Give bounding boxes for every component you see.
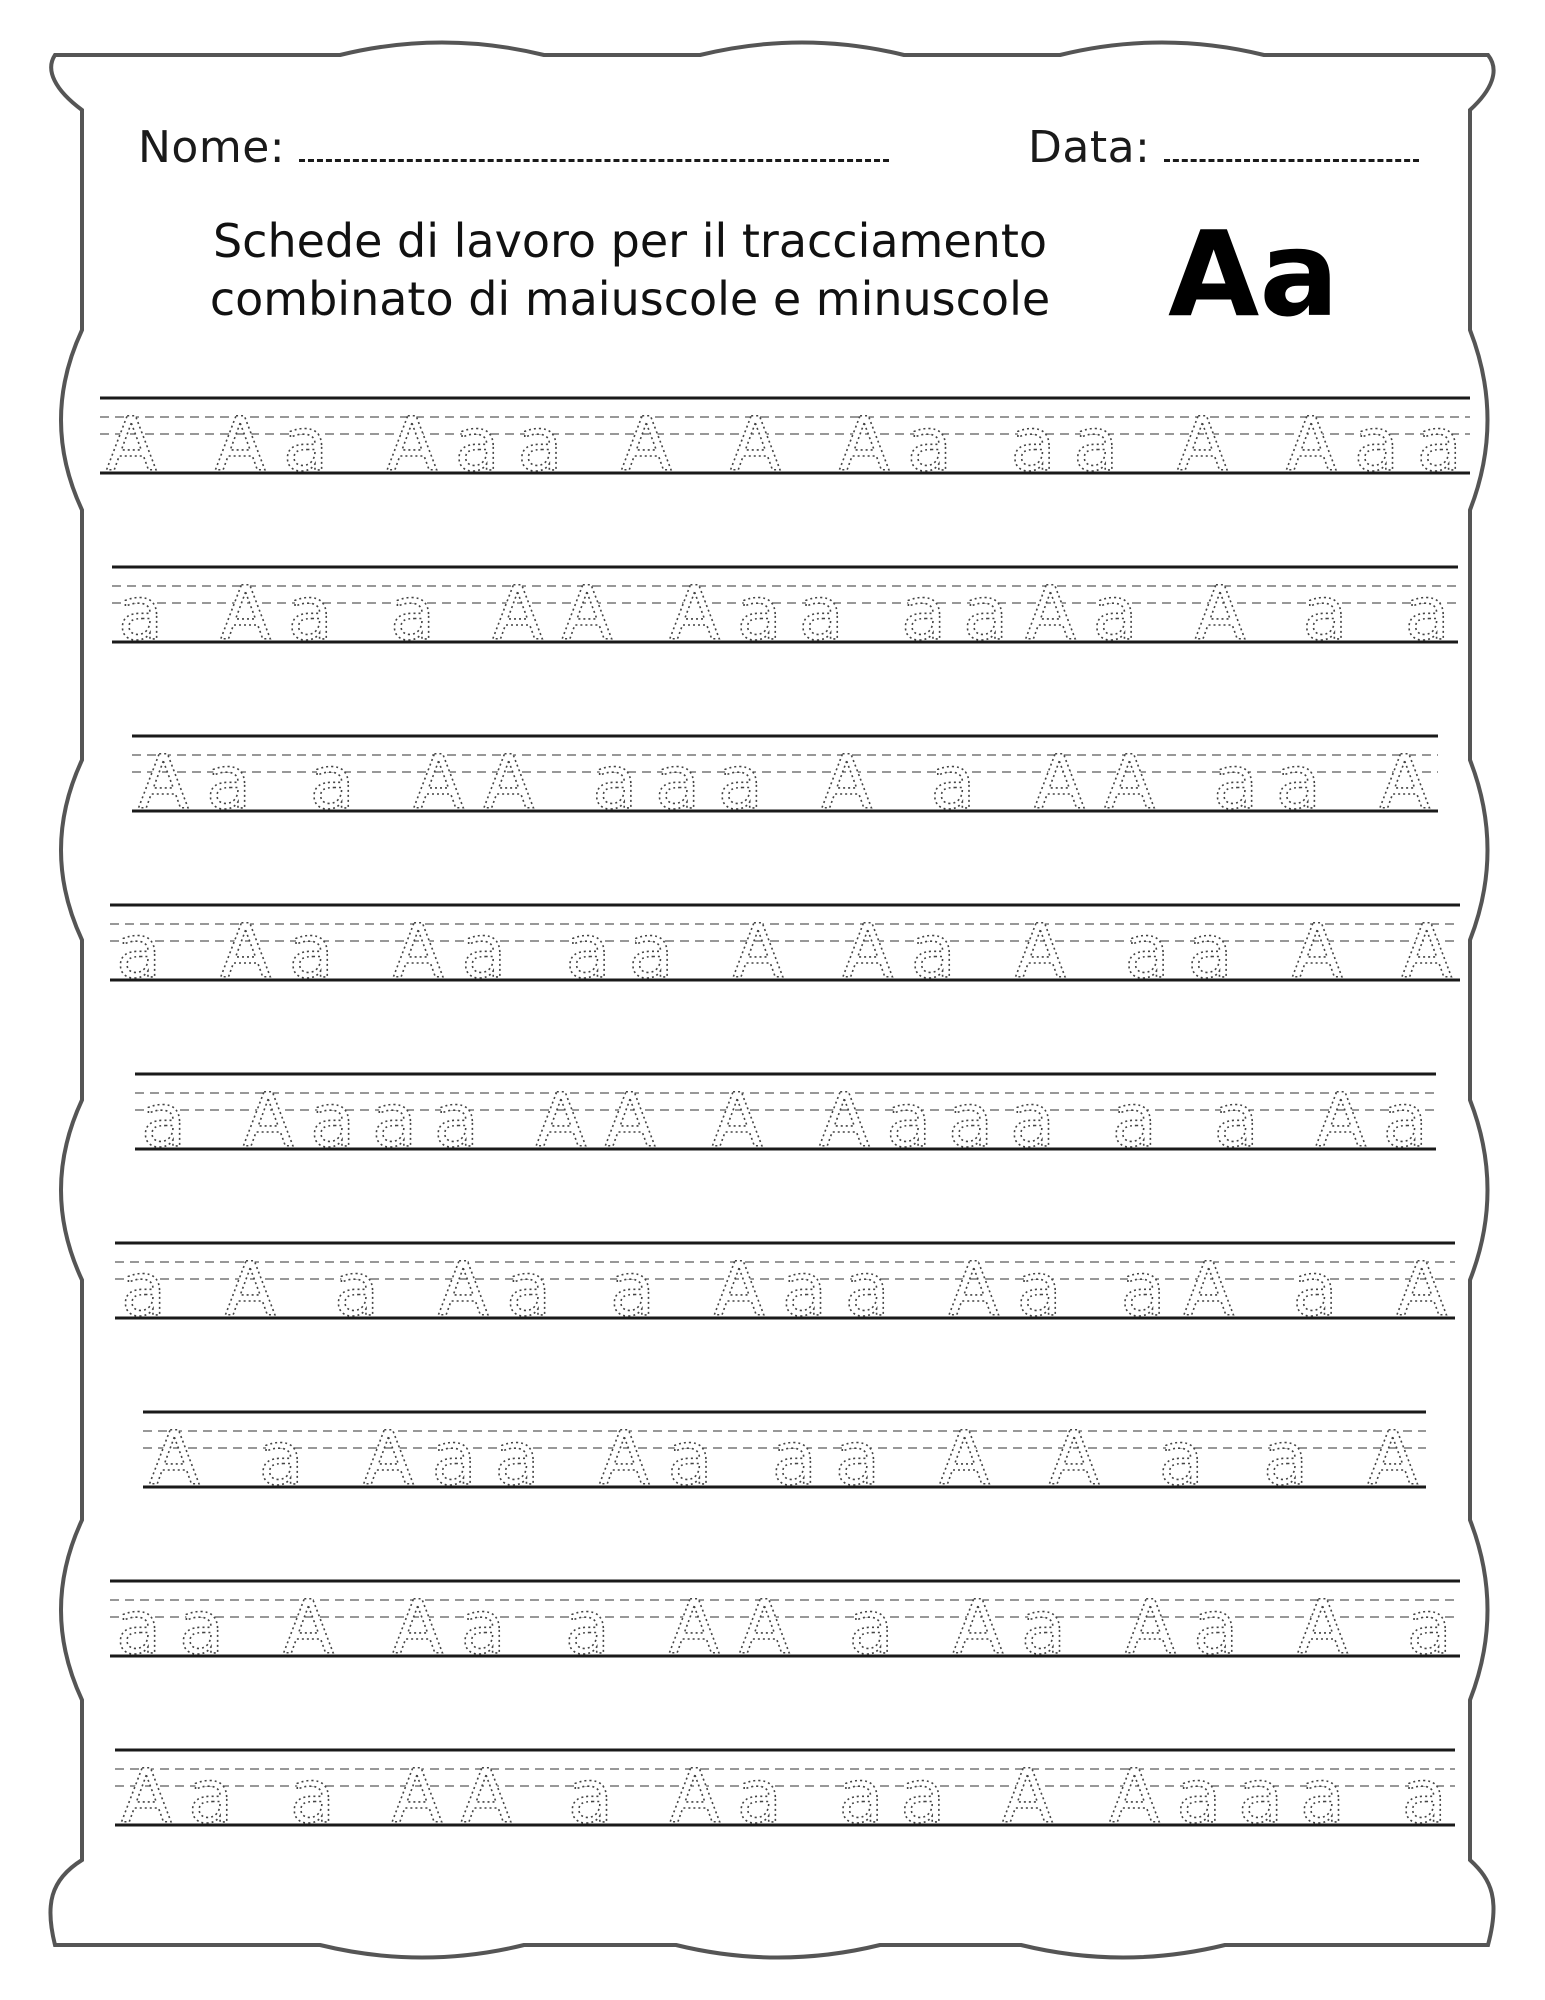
tracing-letters: a Aa a AA Aaa aaAa A a a [118,571,1450,657]
practice-row [110,1581,1460,1671]
practice-row [115,1750,1455,1840]
practice-row [112,567,1458,657]
tracing-letters: a A a Aa a Aaa Aa aA a A [121,1247,1448,1333]
name-label: Nome: [138,122,286,173]
tracing-letters: a Aa Aa aa A Aa A aa A A [116,909,1452,995]
tracing-letters: Aa a AA aaa A a AA aa A [138,740,1430,826]
practice-row [143,1412,1426,1502]
practice-row [132,736,1438,826]
tracing-letters: A Aa Aaa A A Aa aa A Aaa [106,402,1462,488]
date-label: Data: [1028,122,1151,173]
tracing-letters: A a Aaa Aa aa A A a a A [149,1416,1418,1502]
tracing-letters: aa A Aa a AA a Aa Aa A a [116,1585,1452,1671]
title-line-2: combinato di maiuscole e minuscole [209,272,1051,326]
practice-row [135,1074,1436,1164]
practice-row [110,905,1460,995]
tracing-letters: Aa a AA a Aa aa A Aaaa a [121,1754,1447,1840]
practice-row [115,1243,1455,1333]
practice-row [100,398,1470,488]
featured-letter: Aa [1168,205,1339,343]
title-line-1: Schede di lavoro per il tracciamento [212,214,1048,268]
tracing-letters: a Aaaa AA A Aaaa a a Aa [141,1078,1428,1164]
